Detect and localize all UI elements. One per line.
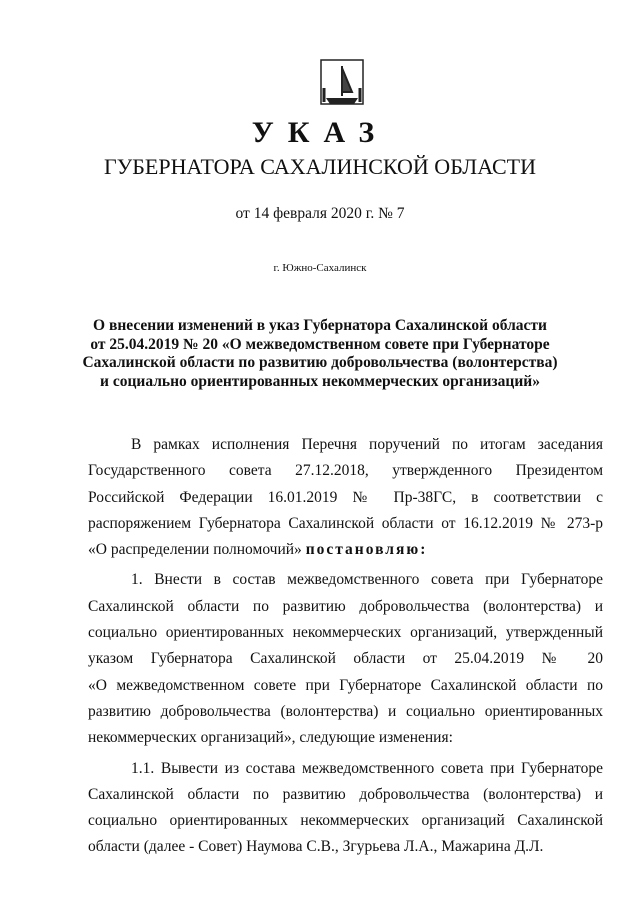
body-line: некоммерческих организаций», следующие изменения: — [88, 729, 453, 747]
body-line — [88, 537, 603, 563]
body-line: социально ориентированных некоммерческих организаций Сахалинской — [88, 812, 603, 830]
body-line: Государственного совета 27.12.2018, утвержденного Президентом — [88, 462, 603, 480]
body-line: указом Губернатора Сахалинской области от 25.04.2019 № 20 — [88, 650, 603, 668]
city-line: г. Южно-Сахалинск — [273, 262, 367, 274]
body-line: Сахалинской области по развитию добровольчества (волонтерства) и — [88, 785, 603, 803]
title-line: О внесении изменений в указ Губернатора Сахалинской области — [93, 317, 547, 334]
body-line: 1. Внести в состав межведомственного совета при Губернаторе — [131, 571, 603, 589]
decree-body — [88, 432, 603, 861]
body-line: «О межведомственном совете при Губернаторе Сахалинской области по — [88, 676, 603, 694]
title-line: от 25.04.2019 № 20 «О межведомственном совете при Губернаторе — [90, 335, 550, 353]
body-line: области (далее - Совет) Наумова С.В., Згурьева Л.А., Мажарина Д.Л. — [88, 838, 544, 856]
body-line: В рамках исполнения Перечня поручений по итогам заседания — [131, 436, 603, 453]
body-line: Российской Федерации 16.01.2019 № Пр-38ГС, в соответствии с — [88, 488, 603, 506]
title-line: Сахалинской области по развитию добровольчества (волонтерства) — [82, 354, 558, 371]
decree-title — [0, 317, 640, 391]
body-line: 1.1. Вывести из состава межведомственного совета при Губернаторе — [131, 759, 603, 777]
decree-date-number: от 14 февраля 2020 г. № 7 — [235, 205, 405, 222]
operative-word: постановляю: — [305, 541, 428, 559]
body-line: Сахалинской области по развитию добровольчества (волонтерства) и — [88, 597, 603, 615]
decree-heading: УКАЗ — [251, 116, 389, 149]
title-line: и социально ориентированных некоммерческих организаций» — [100, 372, 540, 390]
issuer-heading: ГУБЕРНАТОРА САХАЛИНСКОЙ ОБЛАСТИ — [104, 154, 536, 179]
body-line: социально ориентированных некоммерческих организаций, утвержденный — [88, 624, 603, 642]
coat-of-arms-emblem — [318, 58, 366, 110]
body-text: «О распределении полномочий» — [88, 541, 302, 559]
body-line: развитию добровольчества (волонтерства) и социально ориентированных — [88, 702, 603, 720]
body-line: распоряжением Губернатора Сахалинской области от 16.12.2019 № 273-р — [88, 514, 603, 532]
